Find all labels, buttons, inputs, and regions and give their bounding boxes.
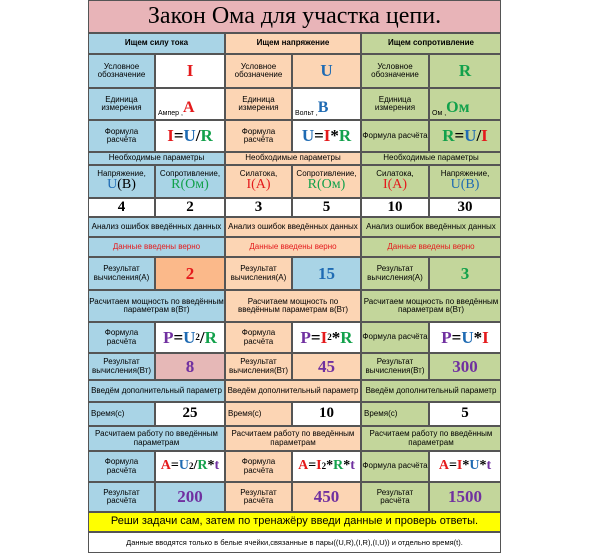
label-work-result-resistance: Результат расчёта: [361, 482, 429, 512]
param-resistance-for-voltage: [292, 165, 361, 198]
power-calc-resistance: Расчитаем мощность по введённым параметрам в(Вт): [361, 290, 501, 322]
status-voltage: Данные введены верно: [225, 237, 361, 257]
param-symbol: U(В): [107, 177, 136, 193]
label-power-formula-current: Формула расчёта: [88, 322, 155, 353]
label-formula-current: Формула расчёта: [88, 120, 155, 152]
unit-current-symbol: А: [182, 99, 195, 117]
unit-voltage-symbol: В: [317, 99, 329, 117]
label-power-result-voltage: Результат вычисления(Вт): [225, 353, 292, 380]
work-result-voltage: 450: [292, 482, 361, 512]
power-formula-resistance: P = U * I: [429, 322, 501, 353]
label-formula-resistance: Формула расчёта: [361, 120, 429, 152]
needed-params-voltage: Необходимые параметры: [225, 152, 361, 165]
symbol-voltage: U: [292, 54, 361, 88]
work-result-current: 200: [155, 482, 225, 512]
work-formula-resistance: A = I * U * t: [429, 451, 501, 482]
param-label: Напряжение,: [97, 168, 146, 178]
label-power-formula-voltage: Формула расчёта: [225, 322, 292, 353]
power-calc-current: Расчитаем мощность по введённым параметрам в(Вт): [88, 290, 225, 322]
input-resistance-voltage[interactable]: 5: [292, 198, 361, 217]
input-voltage-current[interactable]: 4: [88, 198, 155, 217]
label-symbol-current: Условное обозначение: [88, 54, 155, 88]
param-symbol: R(Ом): [307, 177, 346, 193]
footer-task: Реши задачи сам, затем по тренажёру введи данные и проверь ответы.: [88, 512, 501, 532]
param-current-for-resistance: [361, 165, 429, 198]
label-result-current: Результат вычисления(А): [88, 257, 155, 290]
param-symbol: I(А): [382, 177, 408, 193]
status-resistance: Данные введены верно: [361, 237, 501, 257]
extra-param-resistance: Введём дополнительный параметр: [361, 380, 501, 402]
formula-voltage: U = I * R: [292, 120, 361, 152]
param-label: Сопротивление,: [159, 168, 221, 178]
input-time-resistance[interactable]: 5: [429, 402, 501, 426]
param-label: Силатока,: [376, 168, 414, 178]
power-result-resistance: 300: [429, 353, 501, 380]
unit-resistance-word: Ом ,: [432, 109, 447, 117]
header-voltage: Ищем напряжение: [225, 33, 361, 54]
label-work-result-current: Результат расчёта: [88, 482, 155, 512]
label-result-resistance: Результат вычисления(А): [361, 257, 429, 290]
power-formula-voltage: P = I 2 * R: [292, 322, 361, 353]
param-label: Сопротивление,: [296, 168, 357, 178]
power-formula-current: P = U 2 / R: [155, 322, 225, 353]
unit-voltage-word: Вольт ,: [295, 109, 318, 117]
work-formula-voltage: A = I 2 * R * t: [292, 451, 361, 482]
label-unit-current: Единица измерения: [88, 88, 155, 120]
input-resistance-current[interactable]: 2: [155, 198, 225, 217]
needed-params-current: Необходимые параметры: [88, 152, 225, 165]
power-calc-voltage: Расчитаем мощность по введённым параметрам в(Вт): [225, 290, 361, 322]
input-time-current[interactable]: 25: [155, 402, 225, 426]
label-work-result-voltage: Результат расчёта: [225, 482, 292, 512]
label-time-voltage: Время(с): [225, 402, 292, 426]
label-time-current: Время(с): [88, 402, 155, 426]
result-resistance: 3: [429, 257, 501, 290]
label-work-formula-current: Формула расчёта: [88, 451, 155, 482]
label-power-result-current: Результат вычисления(Вт): [88, 353, 155, 380]
label-work-formula-resistance: Формула расчёта: [361, 451, 429, 482]
symbol-resistance: R: [429, 54, 501, 88]
work-formula-current: A = U 2 / R * t: [155, 451, 225, 482]
param-label: Напряжение,: [440, 168, 490, 178]
footer-note: Данные вводятся только в белые ячейки,связанные в пары((U,R),(I,R),(I,U)) и отдельно время(t).: [88, 532, 501, 553]
param-symbol: R(Ом): [171, 177, 209, 193]
label-time-resistance: Время(с): [361, 402, 429, 426]
page-title: Закон Ома для участка цепи.: [88, 0, 501, 33]
error-analysis-current: Анализ ошибок введённых данных: [88, 217, 225, 237]
header-resistance: Ищем сопротивление: [361, 33, 501, 54]
result-voltage: 15: [292, 257, 361, 290]
param-current-for-voltage: [225, 165, 292, 198]
work-calc-current: Расчитаем работу по введённым параметрам: [88, 426, 225, 451]
unit-resistance: [429, 88, 501, 120]
formula-current: I = U / R: [155, 120, 225, 152]
label-unit-resistance: Единица измерения: [361, 88, 429, 120]
unit-voltage: [292, 88, 361, 120]
param-symbol: I(А): [246, 177, 271, 193]
label-unit-voltage: Единица измерения: [225, 88, 292, 120]
input-current-resistance[interactable]: 10: [361, 198, 429, 217]
param-symbol: U(В): [450, 177, 480, 193]
input-current-voltage[interactable]: 3: [225, 198, 292, 217]
label-power-formula-resistance: Формула расчёта: [361, 322, 429, 353]
label-power-result-resistance: Результат вычисления(Вт): [361, 353, 429, 380]
work-calc-resistance: Расчитаем работу по введённым параметрам: [361, 426, 501, 451]
input-voltage-resistance[interactable]: 30: [429, 198, 501, 217]
needed-params-resistance: Необходимые параметры: [361, 152, 501, 165]
unit-current-word: Ампер ,: [158, 109, 183, 117]
result-current: 2: [155, 257, 225, 290]
unit-resistance-symbol: Ом: [446, 99, 470, 117]
error-analysis-resistance: Анализ ошибок введённых данных: [361, 217, 501, 237]
label-symbol-resistance: Условное обозначение: [361, 54, 429, 88]
extra-param-current: Введём дополнительный параметр: [88, 380, 225, 402]
param-voltage-for-resistance: [429, 165, 501, 198]
power-result-voltage: 45: [292, 353, 361, 380]
formula-resistance: R = U / I: [429, 120, 501, 152]
param-label: Силатока,: [239, 168, 278, 178]
symbol-current: I: [155, 54, 225, 88]
input-time-voltage[interactable]: 10: [292, 402, 361, 426]
label-result-voltage: Результат вычисления(А): [225, 257, 292, 290]
header-current: Ищем силу тока: [88, 33, 225, 54]
power-result-current: 8: [155, 353, 225, 380]
param-resistance-for-current: [155, 165, 225, 198]
extra-param-voltage: Введём дополнительный параметр: [225, 380, 361, 402]
label-formula-voltage: Формула расчёта: [225, 120, 292, 152]
label-work-formula-voltage: Формула расчёта: [225, 451, 292, 482]
work-result-resistance: 1500: [429, 482, 501, 512]
work-calc-voltage: Расчитаем работу по введённым параметрам: [225, 426, 361, 451]
label-symbol-voltage: Условное обозначение: [225, 54, 292, 88]
ohm-law-sheet: [88, 0, 501, 553]
param-voltage-for-current: [88, 165, 155, 198]
error-analysis-voltage: Анализ ошибок введённых данных: [225, 217, 361, 237]
status-current: Данные введены верно: [88, 237, 225, 257]
unit-current: [155, 88, 225, 120]
